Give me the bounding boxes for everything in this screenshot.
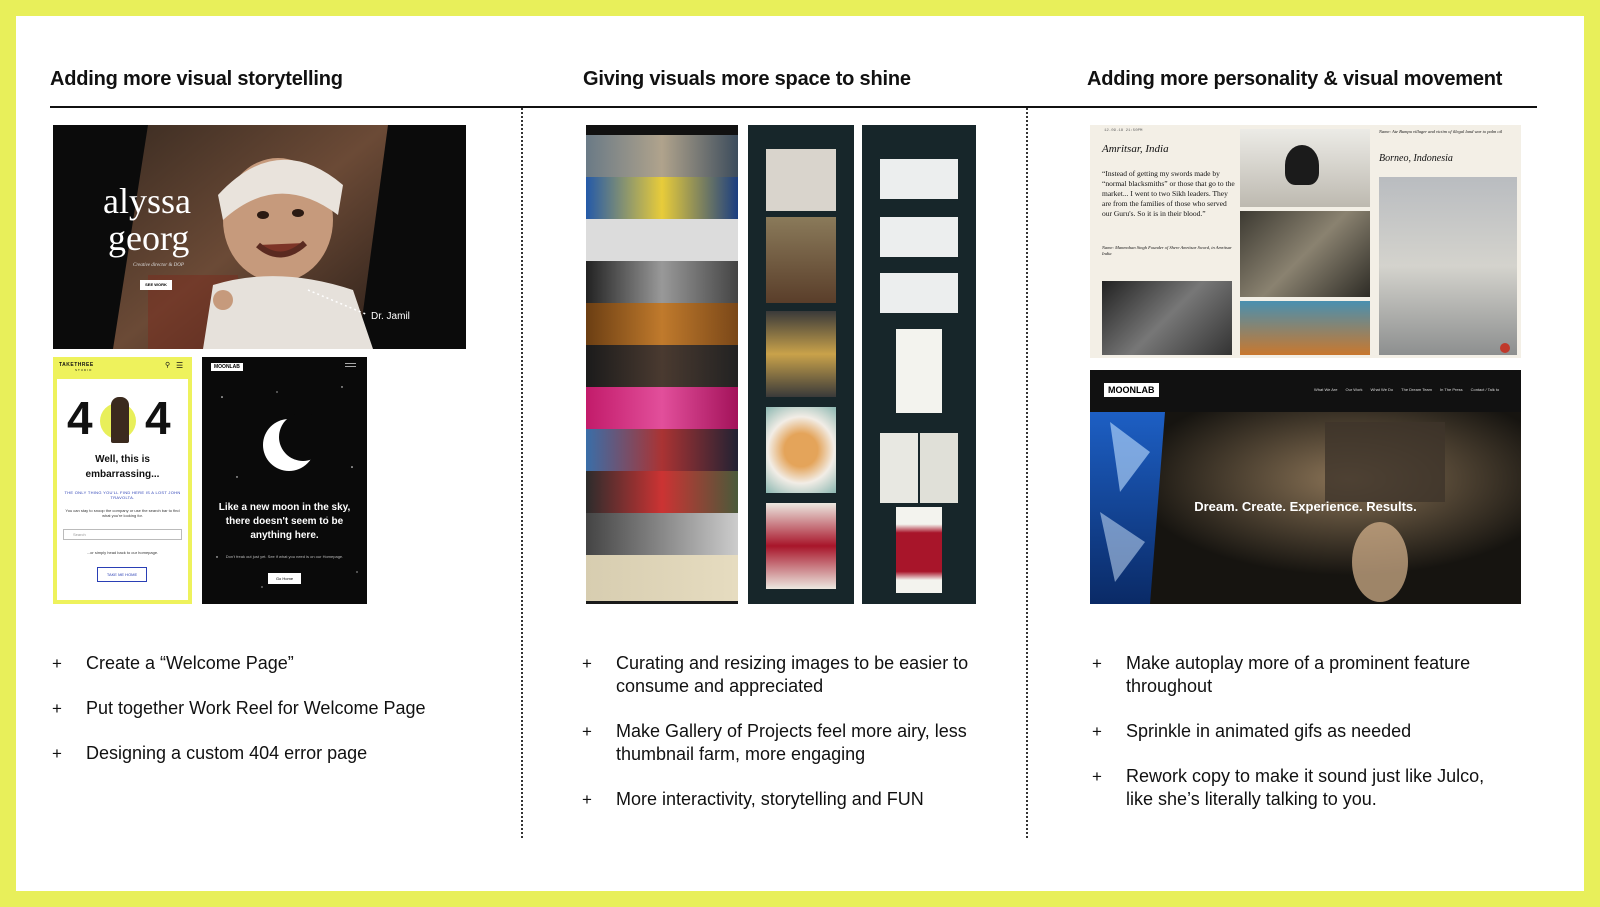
takethree-body: You can stay to snoop the company or use the search bar to find what you're looking for.	[65, 508, 180, 518]
moonlab-404-screenshot	[202, 357, 367, 604]
collage-photo-bw	[1102, 281, 1232, 355]
nav-item-our-work[interactable]: Our Work	[1345, 387, 1363, 392]
gallery-nav-bar	[586, 125, 738, 135]
collage-place-1: Amritsar, India	[1102, 143, 1169, 155]
error-code-left: 4	[67, 392, 93, 444]
column-title-space: Giving visuals more space to shine	[583, 68, 911, 90]
takethree-logo-sub: STUDIO	[75, 368, 93, 372]
bullet-list-space	[582, 652, 982, 833]
gallery-card	[766, 217, 836, 303]
chat-mock	[880, 159, 958, 199]
gallery-screenshot-2	[748, 125, 854, 604]
takethree-404-screenshot	[53, 357, 192, 604]
list-item: + Put together Work Reel for Welcome Page	[52, 698, 426, 718]
moonlab-logo: MOONLAB	[1104, 383, 1159, 397]
plus-icon: +	[582, 722, 592, 741]
collage-photo-boat	[1240, 301, 1370, 355]
takethree-logo: TAKETHREE	[59, 362, 94, 368]
takethree-back-text: ...or simply head back to our homepage.	[86, 550, 159, 555]
nav-item-in-the-press[interactable]: In The Press	[1439, 387, 1463, 392]
chat-mock	[880, 273, 958, 313]
header-rule	[50, 106, 1537, 108]
gallery-thumb	[586, 555, 738, 601]
play-indicator-icon[interactable]	[1500, 343, 1510, 353]
collage-photo-group	[1240, 211, 1370, 297]
gallery-card	[766, 407, 836, 493]
personality-collage-screenshot	[1090, 125, 1521, 358]
slide	[16, 16, 1584, 891]
cup-mock	[880, 433, 918, 503]
gallery-card	[766, 311, 836, 397]
see-work-button[interactable]: SEE WORK	[140, 280, 172, 290]
take-me-home-button[interactable]: TAKE ME HOME	[97, 567, 147, 582]
collage-place-2: Borneo, Indonesia	[1379, 153, 1453, 164]
collage-photo-river	[1379, 177, 1517, 355]
nav-item-what-we-do[interactable]: What We Do	[1370, 387, 1394, 392]
plus-icon: +	[52, 654, 62, 673]
welcome-name-line1: alyssa	[103, 181, 191, 221]
list-item: + Make autoplay more of a prominent feature throughout	[1092, 653, 1471, 696]
moonlab-homepage-screenshot	[1090, 370, 1521, 604]
error-code-right: 4	[145, 392, 171, 444]
bullet-list-storytelling	[52, 652, 472, 787]
search-icon[interactable]: ⚲	[165, 362, 171, 369]
gallery-screenshot-3	[862, 125, 976, 604]
plus-icon: +	[1092, 654, 1102, 673]
plus-icon: +	[52, 699, 62, 718]
moonlab-logo: MOONLAB	[211, 363, 243, 371]
starfield-background	[202, 357, 367, 604]
welcome-name-line2: georg	[108, 218, 190, 258]
gallery-thumb	[586, 303, 738, 345]
list-item: + Designing a custom 404 error page	[52, 743, 368, 763]
gallery-thumb	[586, 219, 738, 261]
cup-mock	[920, 433, 958, 503]
moonlab-404-body: Don't freak out just yet. See if what you need is on our Homepage.	[225, 554, 344, 559]
gallery-screenshot-1	[586, 125, 738, 604]
gallery-thumb	[586, 513, 738, 555]
welcome-credit: Dr. Jamil	[371, 311, 410, 322]
menu-icon[interactable]: ☰	[176, 361, 184, 370]
welcome-page-screenshot	[53, 125, 466, 349]
column-divider	[1026, 108, 1028, 838]
collage-timestamp: 12.09.18 21:50PM	[1104, 129, 1143, 133]
travolta-figure	[111, 397, 129, 443]
column-divider	[521, 108, 523, 838]
collage-quote: “Instead of getting my swords made by “normal blacksmiths” or those that go to the market... I went to two Sikh leaders. They are from the families of those who served our Guru's. So it is in their blood.”	[1102, 169, 1235, 218]
collage-note: Name: Ate Bumpu villager and victim of illegal land war to palm oil	[1379, 129, 1503, 134]
crescent-moon-icon	[257, 409, 327, 479]
plus-icon: +	[1092, 767, 1102, 786]
list-item: + Make Gallery of Projects feel more airy, less thumbnail farm, more engaging	[582, 721, 967, 764]
gallery-thumb	[586, 471, 738, 513]
nav-item-dream-team[interactable]: The Dream Team	[1401, 387, 1432, 392]
takethree-lead: THE ONLY THING YOU'LL FIND HERE IS A LOST JOHN TRAVOLTA.	[64, 490, 181, 500]
moonlab-nav	[1314, 387, 1499, 392]
plus-icon: +	[582, 654, 592, 673]
plus-icon: +	[1092, 722, 1102, 741]
gallery-thumb	[586, 177, 738, 219]
takethree-search-input[interactable]: Search	[63, 529, 182, 540]
gallery-thumb	[586, 345, 738, 387]
welcome-tagline: Creative director & DOP	[133, 263, 184, 268]
gallery-thumb	[586, 135, 738, 177]
moonlab-hero-text: Dream. Create. Experience. Results.	[1194, 499, 1417, 514]
nav-item-contact[interactable]: Contact / Talk to	[1470, 387, 1500, 392]
takethree-headline-2: embarrassing...	[85, 469, 160, 480]
gallery-thumb	[586, 429, 738, 471]
go-home-button[interactable]: Go Home	[268, 573, 301, 584]
column-title-storytelling: Adding more visual storytelling	[50, 68, 343, 90]
menu-icon[interactable]	[345, 363, 356, 364]
collage-caption: Name: Manmohan Singh Founder of Shere Amritsar Sword, in Amritsar India	[1102, 245, 1232, 256]
cup-mock	[896, 329, 942, 413]
column-title-personality: Adding more personality & visual movement	[1087, 68, 1503, 90]
gallery-thumb	[586, 261, 738, 303]
list-item: + Create a “Welcome Page”	[52, 653, 294, 673]
plus-icon: +	[52, 744, 62, 763]
chat-mock	[880, 217, 958, 257]
nav-item-what-we-are[interactable]: What We Are	[1314, 387, 1338, 392]
list-item: + More interactivity, storytelling and FUN	[582, 789, 924, 809]
plus-icon: +	[582, 790, 592, 809]
gallery-card	[766, 503, 836, 589]
takethree-headline-1: Well, this is	[95, 454, 150, 465]
red-cup-mock	[896, 507, 942, 593]
collage-silhouette	[1285, 145, 1319, 185]
list-item: + Curating and resizing images to be easier to consume and appreciated	[582, 653, 969, 696]
bullet-list-personality	[1092, 652, 1512, 833]
moonlab-404-headline: Like a new moon in the sky, there doesn't seem to be anything here.	[218, 502, 351, 541]
list-item: + Sprinkle in animated gifs as needed	[1092, 721, 1412, 741]
gallery-card	[766, 149, 836, 211]
list-item: + Rework copy to make it sound just like Julco, like she’s literally talking to you.	[1092, 766, 1485, 809]
gallery-thumb	[586, 387, 738, 429]
